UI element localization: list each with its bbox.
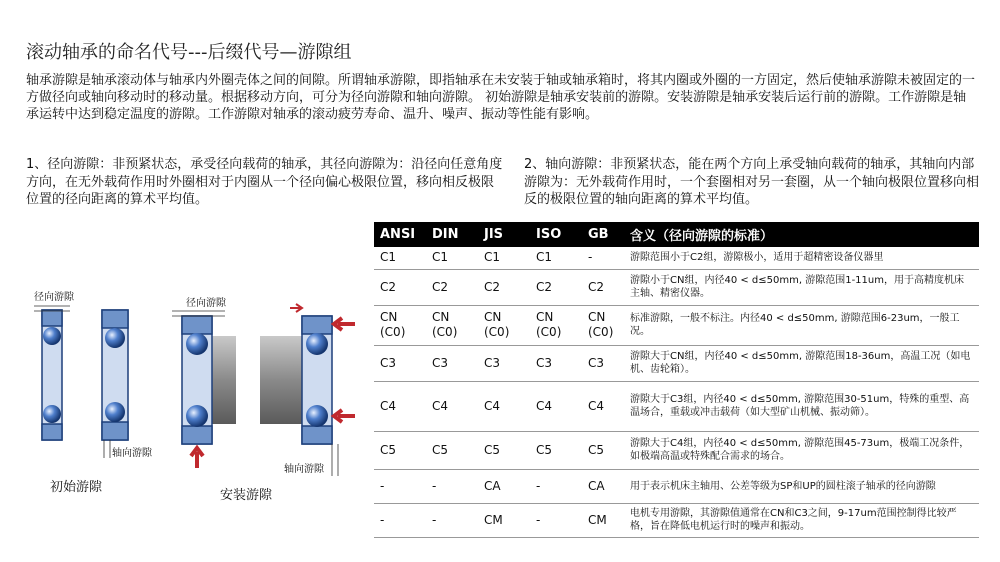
cell-meaning: 游隙大于C3组，内径40 < d≤50mm, 游隙范围30-51um，特殊的重型、高温场合，重载或冲击载荷（如大型矿山机械、振动筛）。 — [624, 381, 979, 431]
cell-code: C2 — [478, 269, 530, 305]
cell-code: - — [530, 503, 582, 537]
page-title: 滚动轴承的命名代号---后缀代号—游隙组 — [26, 42, 352, 63]
cell-code: C4 — [530, 381, 582, 431]
cell-code: C4 — [478, 381, 530, 431]
cell-code: C1 — [478, 247, 530, 269]
cell-code: CN (C0) — [582, 305, 624, 345]
cell-code: - — [582, 247, 624, 269]
table-row — [374, 345, 979, 381]
header-jis: JIS — [478, 222, 530, 247]
header-meaning: 含义（径向游隙的标准） — [624, 222, 979, 247]
cell-code: C3 — [426, 345, 478, 381]
clearance-table — [374, 222, 979, 538]
cell-code: CN (C0) — [478, 305, 530, 345]
cell-meaning: 用于表示机床主轴用、公差等级为SP和UP的圆柱滚子轴承的径向游隙 — [624, 469, 979, 503]
caption-install-clearance: 安装游隙 — [220, 488, 273, 503]
table-row — [374, 431, 979, 469]
cell-meaning: 游隙大于C4组，内径40 < d≤50mm, 游隙范围45-73um，极端工况条件，如极端高温或特殊配合需求的场合。 — [624, 431, 979, 469]
header-ansi: ANSI — [374, 222, 426, 247]
cell-meaning: 游隙小于CN组，内径40 < d≤50mm, 游隙范围1-11um，用于高精度机床主轴、精密仪器。 — [624, 269, 979, 305]
cell-code: C5 — [426, 431, 478, 469]
table-row — [374, 305, 979, 345]
bearing-clearance-figure — [20, 280, 365, 520]
cell-code: C3 — [582, 345, 624, 381]
radial-clearance-text: 1、径向游隙：非预紧状态，承受径向载荷的轴承，其径向游隙为：沿径向任意角度方向，在无外载荷作用时外圈相对于内圈从一个径向偏心极限位置，移向相反极限位置的径向距离的算术平均值。 — [26, 157, 503, 207]
cell-meaning: 电机专用游隙，其游隙值通常在CN和C3之间，9-17um范围控制得比较严格，旨在降低电机运行时的噪声和振动。 — [624, 503, 979, 537]
cell-code: CA — [582, 469, 624, 503]
table-header-row — [374, 222, 979, 247]
cell-code: C3 — [478, 345, 530, 381]
cell-code: C1 — [374, 247, 426, 269]
cell-meaning: 游隙大于CN组，内径40 < d≤50mm, 游隙范围18-36um，高温工况（如电机、齿轮箱）。 — [624, 345, 979, 381]
cell-code: C4 — [582, 381, 624, 431]
cell-code: C2 — [530, 269, 582, 305]
cell-meaning: 标准游隙，一般不标注。内径40 < d≤50mm, 游隙范围6-23um，一般工况。 — [624, 305, 979, 345]
cell-code: CA — [478, 469, 530, 503]
installed-bearing-radial — [172, 311, 236, 468]
intro-paragraph: 轴承游隙是轴承滚动体与轴承内外圈壳体之间的间隙。所谓轴承游隙，即指轴承在未安装于轴或轴承箱时，将其内圈或外圈的一方固定，然后使轴承游隙未被固定的一方做径向或轴向移动时的移动量。根据移动方向，可分为径向游隙和轴向游隙。 初始游隙是轴承安装前的游隙。安装游隙是轴承安装后运行前的游隙。工作游隙是轴承运转中达到稳定温度的游隙。工作游隙对轴承的滚动疲劳寿命、温升、噪声、振动等性能有影响。 — [26, 73, 976, 122]
cell-code: CN (C0) — [530, 305, 582, 345]
cell-code: C1 — [530, 247, 582, 269]
header-din: DIN — [426, 222, 478, 247]
table-row — [374, 247, 979, 269]
label-axial-initial: 轴向游隙 — [112, 448, 152, 459]
cell-code: C4 — [426, 381, 478, 431]
cell-code: C2 — [582, 269, 624, 305]
table-row — [374, 503, 979, 537]
cell-code: - — [374, 469, 426, 503]
cell-code: CM — [478, 503, 530, 537]
cell-code: C2 — [374, 269, 426, 305]
axial-clearance-text: 2、轴向游隙：非预紧状态，能在两个方向上承受轴向载荷的轴承，其轴向内部游隙为：无外载荷作用时，一个套圈相对另一套圈，从一个轴向极限位置移向相反的极限位置的轴向距离的算术平均值。 — [524, 157, 980, 207]
table-row — [374, 269, 979, 305]
cell-code: CM — [582, 503, 624, 537]
installed-bearing-axial — [260, 304, 355, 476]
cell-code: C5 — [582, 431, 624, 469]
cell-code: C4 — [374, 381, 426, 431]
cell-code: C5 — [530, 431, 582, 469]
cell-code: C5 — [374, 431, 426, 469]
cell-code: - — [530, 469, 582, 503]
cell-code: - — [426, 469, 478, 503]
table-row — [374, 469, 979, 503]
cell-code: C1 — [426, 247, 478, 269]
cell-code: - — [426, 503, 478, 537]
table-row — [374, 381, 979, 431]
cell-code: C3 — [530, 345, 582, 381]
cell-code: - — [374, 503, 426, 537]
cell-meaning: 游隙范围小于C2组，游隙极小，适用于超精密设备仪器里 — [624, 247, 979, 269]
label-radial-installed: 径向游隙 — [186, 298, 226, 309]
label-axial-installed: 轴向游隙 — [284, 464, 324, 475]
header-gb: GB — [582, 222, 624, 247]
cell-code: CN (C0) — [374, 305, 426, 345]
caption-initial-clearance: 初始游隙 — [50, 480, 103, 495]
cell-code: C5 — [478, 431, 530, 469]
cell-code: CN (C0) — [426, 305, 478, 345]
label-radial-initial: 径向游隙 — [34, 292, 74, 303]
initial-bearing-axial — [102, 310, 128, 458]
initial-bearing-radial — [34, 306, 70, 440]
cell-code: C3 — [374, 345, 426, 381]
header-iso: ISO — [530, 222, 582, 247]
cell-code: C2 — [426, 269, 478, 305]
